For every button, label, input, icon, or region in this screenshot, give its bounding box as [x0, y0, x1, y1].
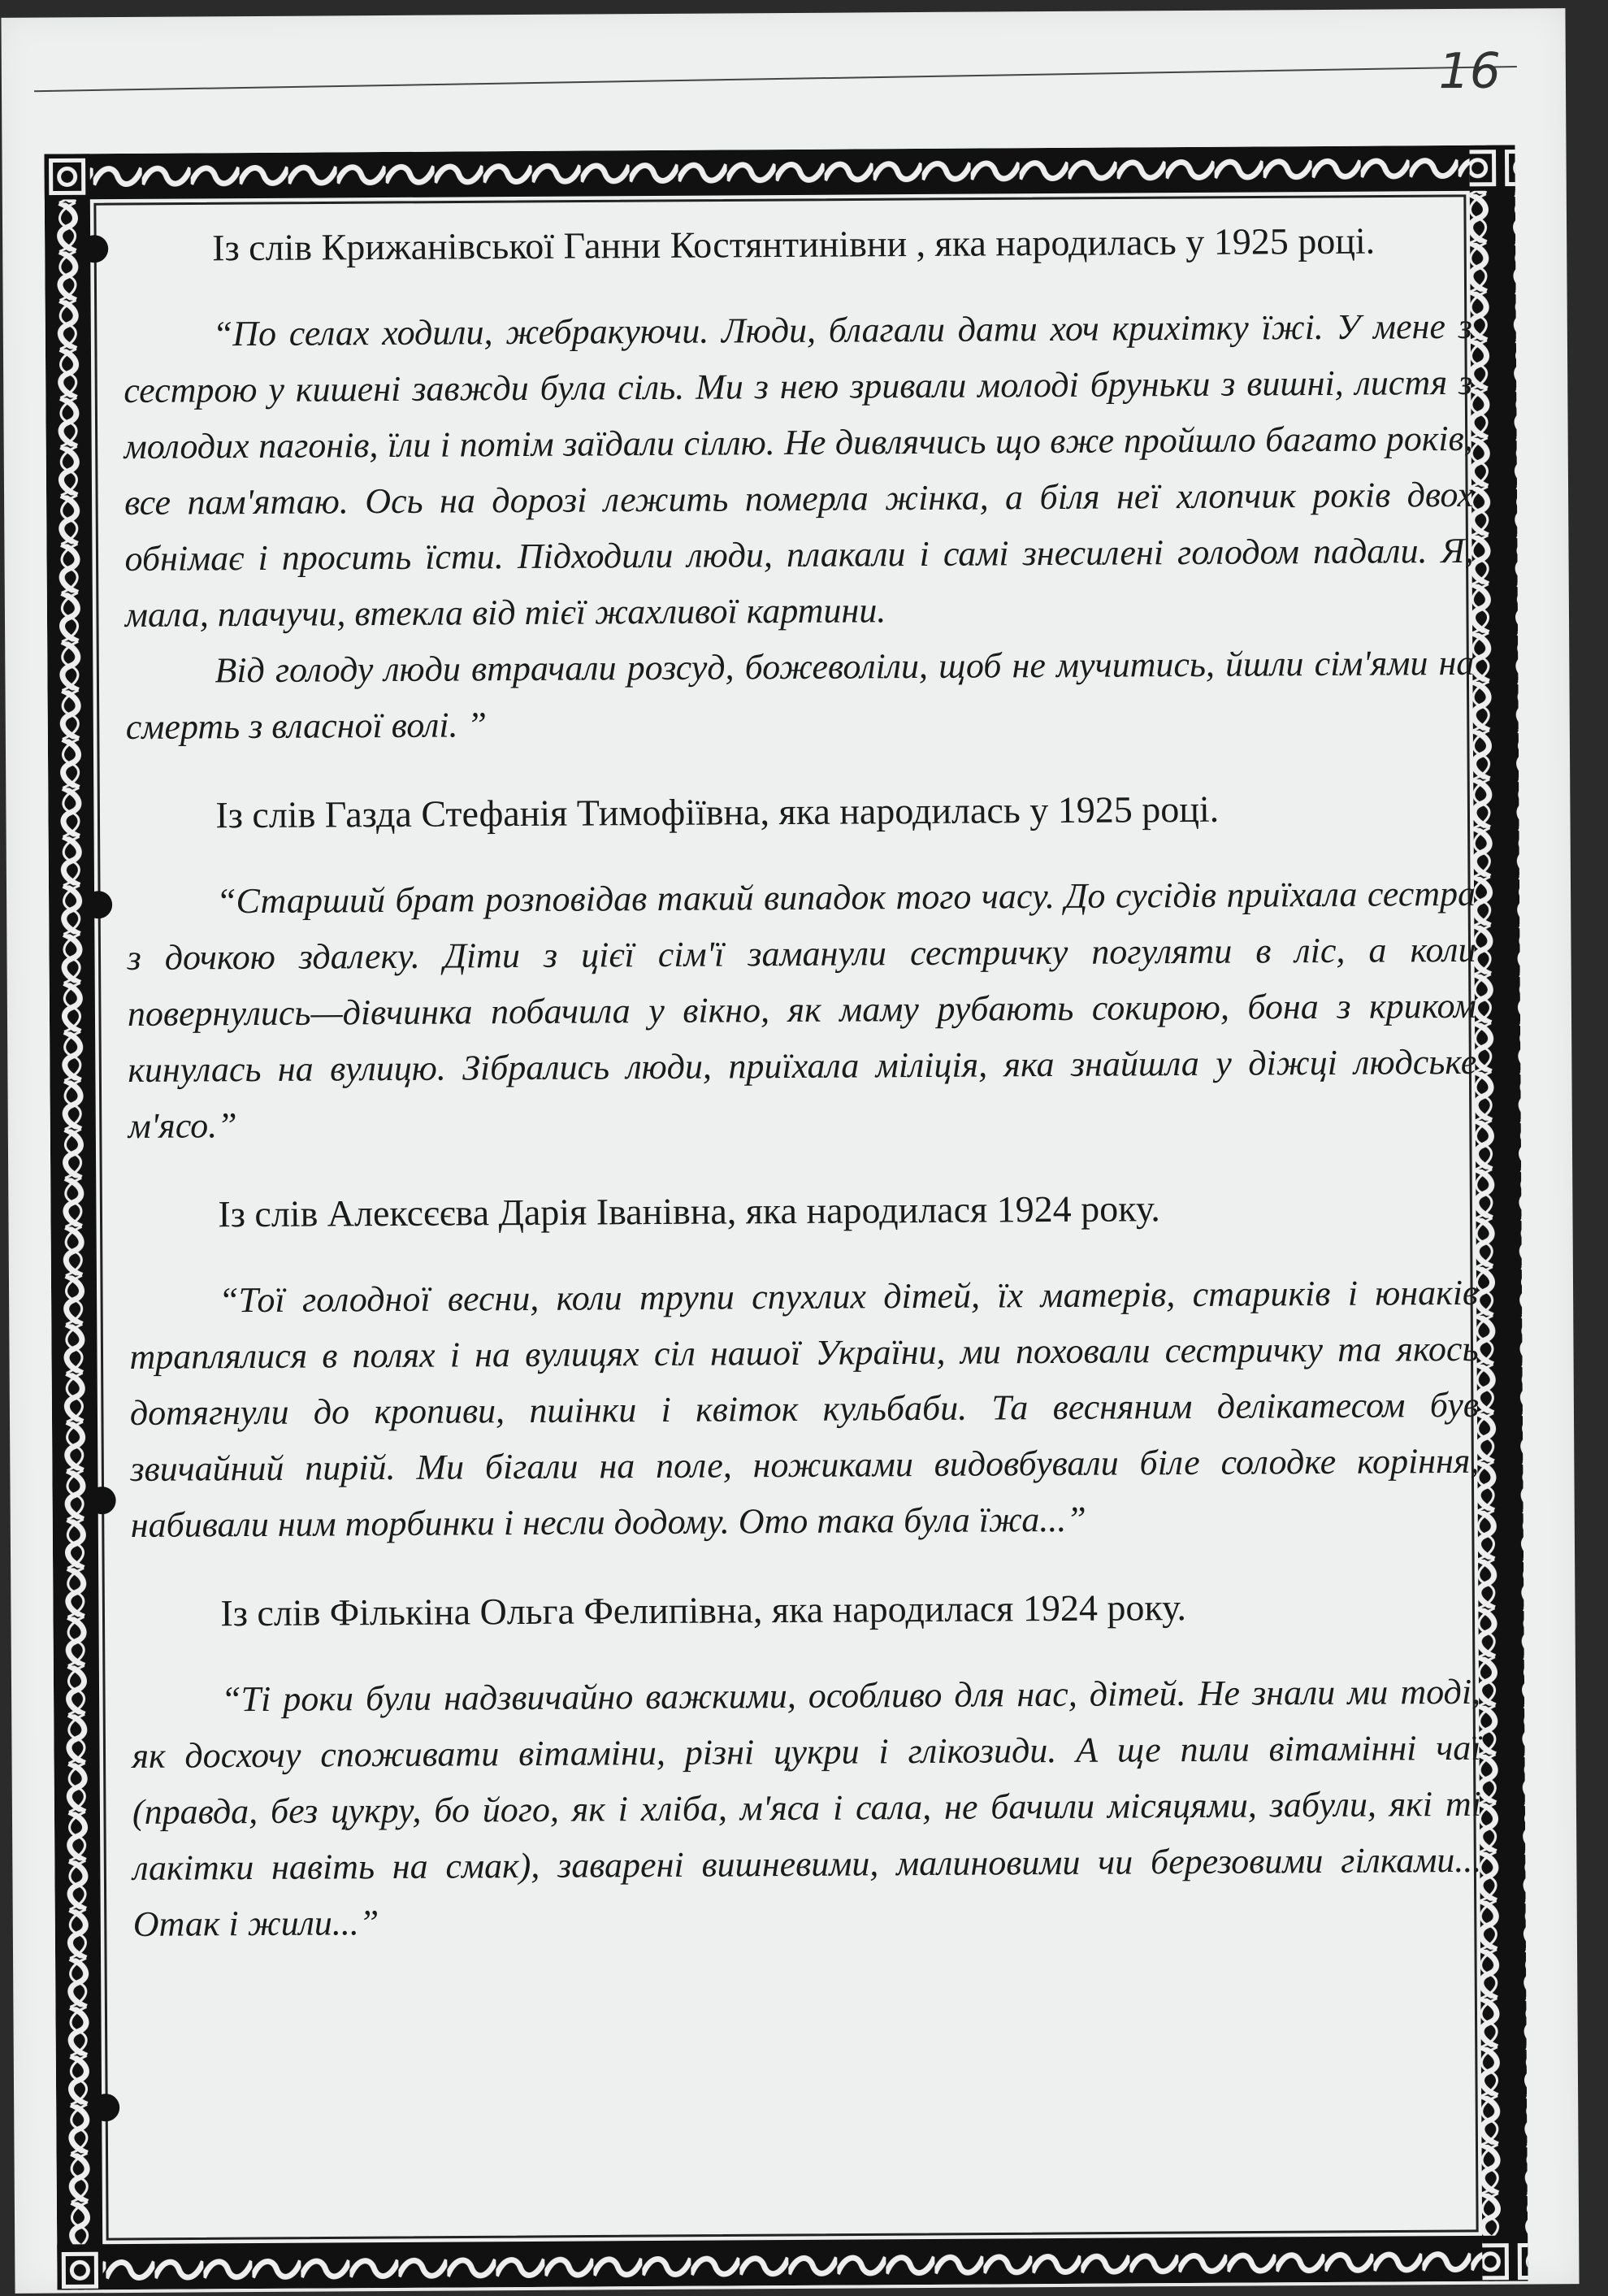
punch-hole — [85, 891, 112, 918]
punch-hole — [92, 2094, 119, 2121]
testimony-paragraph: “По селах ходили, жебракуючи. Люди, благали дати хоч крихітку їжі. У мене з сестрою у кишені завжди була сіль. Ми з нею зривали молоді бруньки з вишні, листя з молодих пагонів, їли і потім заїдали сіллю. Не дивлячись що вже пройшло багато років, все пам'ятаю. Ось на дорозі лежить померла жінка, а біля неї хлопчик років двох обнімає і просить їсти. Підходили люди, плакали і самі знесилені голодом падали. Я, мала, плачучи, втекла від тієї жахливої картини. — [124, 306, 1474, 635]
testimony-paragraph: “Ті роки були надзвичайно важкими, особливо для нас, дітей. Не знали ми тоді, як досхочу споживати вітаміни, різні цукри і глікозиди. А ще пили вітамінні чаї (правда, без цукру, бо його, як і хліба, м'яса і сала, не бачили місяцями, забули, які ті лакітки навіть на смак), заварені вишневими, малиновими чи березовими гілками... Отак і жили...” — [132, 1671, 1482, 1944]
section-heading: Із слів Газда Стефанія Тимофіївна, яка народилась у 1925 році. — [215, 788, 1220, 836]
page-number: 16 — [1438, 42, 1502, 101]
testimony-paragraph: “Тої голодної весни, коли трупи спухлих дітей, їх матерів, стариків і юнаків траплялися в полях і на вулицях сіл нашої України, ми поховали сестричку та якось дотягнули до кропиви, пшінки і квіток кульбаби. Та весняним делікатесом був звичайний пирій. Ми бігали на поле, ножиками видовбували біле солодке коріння, набивали ним торбинки і несли додому. Ото така була їжа...” — [129, 1272, 1480, 1545]
testimony-paragraph: “Старший брат розповідав такий випадок того часу. До сусідів приїхала сестра з дочкою здалеку. Діти з цієї сім'ї заманули сестричку погуляти в ліс, а коли повернулись—дівчинка побачила у вікно, як маму рубають сокирою, бона з криком кинулась на вулицю. Зібрались люди, приїхала міліція, яка знайшла у діжці людське м'ясо.” — [127, 873, 1477, 1146]
section-heading: Із слів Крижанівської Ганни Костянтинівни , яка народилась у 1925 році. — [212, 219, 1376, 269]
section-heading: Із слів Алексєєва Дарія Іванівна, яка народилася 1924 року. — [218, 1187, 1160, 1235]
testimony-paragraph: Від голоду люди втрачали розсуд, божеволіли, щоб не мучитись, йшли сім'ями на смерть з власної волі. ” — [125, 642, 1475, 747]
document-body — [123, 212, 1482, 1952]
top-rule — [34, 66, 1517, 92]
section-heading: Із слів Фількіна Ольга Фелипівна, яка народилася 1924 року. — [220, 1586, 1187, 1634]
punch-hole — [89, 1487, 116, 1514]
punch-hole — [80, 235, 108, 263]
document-page — [1, 8, 1579, 2294]
